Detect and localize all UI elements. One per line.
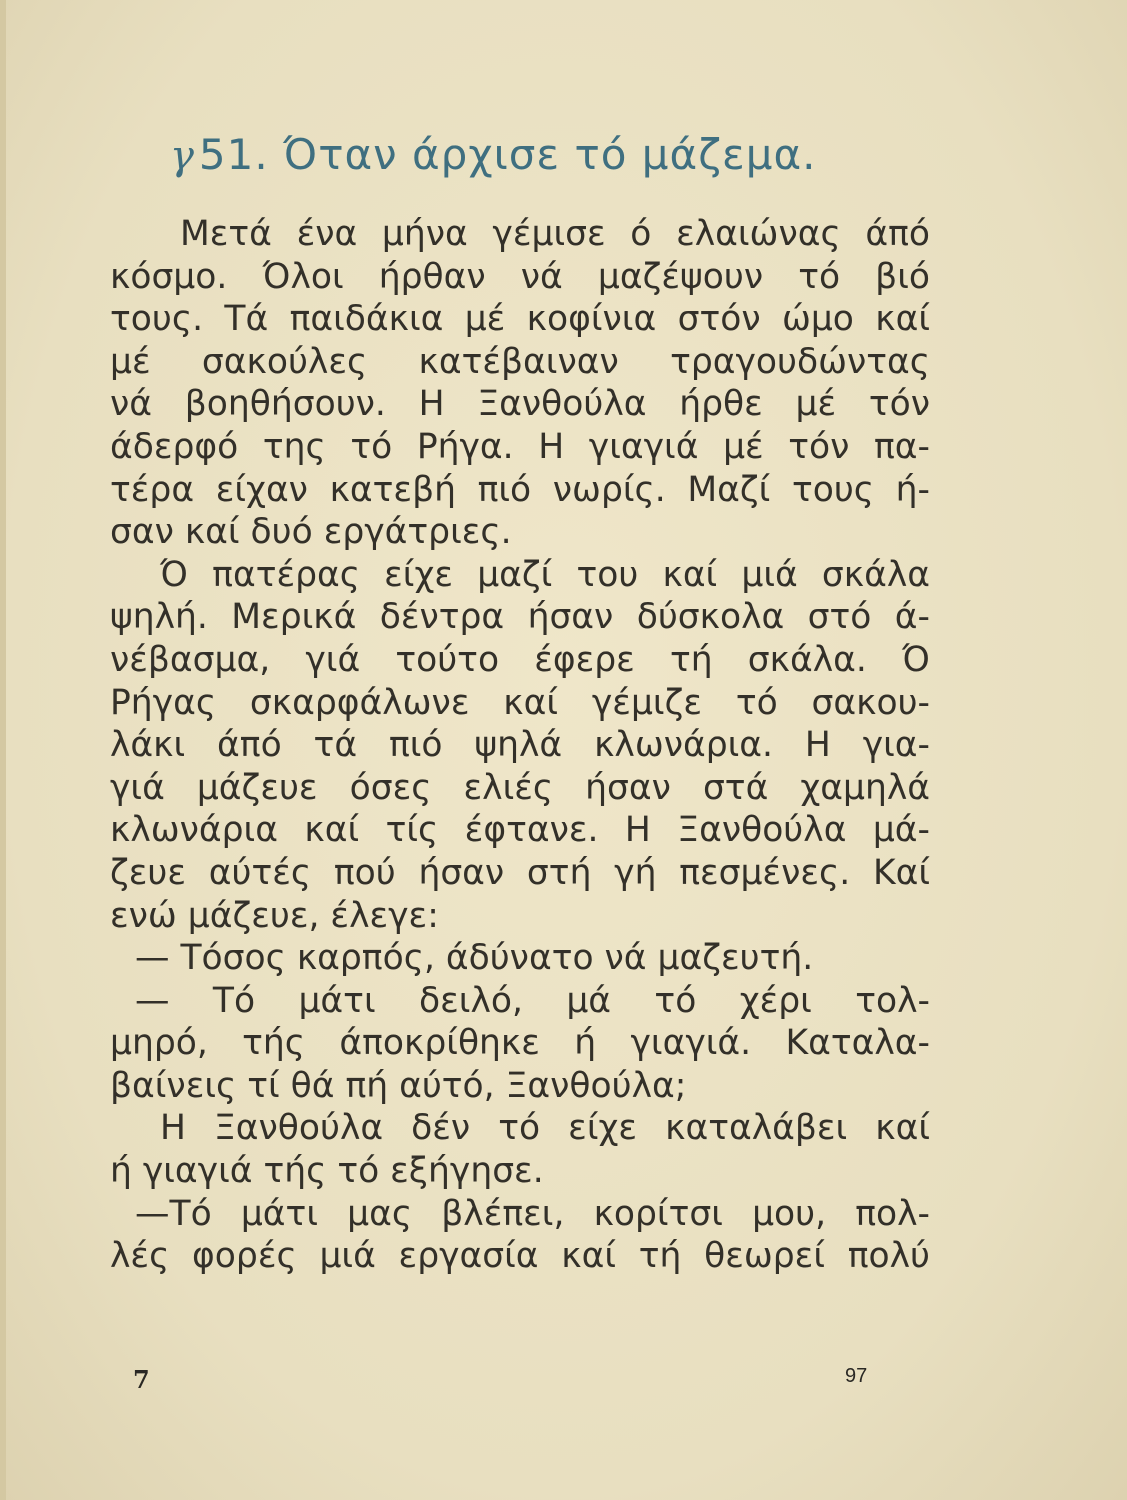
text-line: Η Ξανθούλα δέν τό είχε καταλάβει καί <box>160 1108 930 1149</box>
handwritten-mark: γ <box>170 133 195 179</box>
text-line: γιά μάζευε όσες ελιές ήσαν στά χαμηλά <box>110 767 930 808</box>
text-line: σαν καί δυό εργάτριες. <box>110 512 512 553</box>
section-heading <box>170 130 817 179</box>
section-title: Όταν άρχισε τό μάζεμα. <box>283 130 817 179</box>
section-number: 51. <box>198 130 269 179</box>
body-text <box>110 213 930 1278</box>
text-line: μέ σακούλες κατέβαιναν τραγουδώντας <box>110 341 930 382</box>
text-line: —Τό μάτι μας βλέπει, κορίτσι μου, πολ- <box>135 1193 930 1234</box>
text-line: βαίνεις τί θά πή αύτό, Ξανθούλα; <box>110 1065 687 1106</box>
text-line: λές φορές μιά εργασία καί τή θεωρεί πολύ <box>110 1236 930 1277</box>
text-line: τέρα είχαν κατεβή πιό νωρίς. Μαζί τους ή- <box>110 469 930 510</box>
text-line: Ό πατέρας είχε μαζί του καί μιά σκάλα <box>160 554 930 595</box>
text-line: κλωνάρια καί τίς έφτανε. Η Ξανθούλα μά- <box>110 810 930 851</box>
text-line: τους. Τά παιδάκια μέ κοφίνια στόν ώμο καί <box>110 299 930 340</box>
text-line: Μετά ένα μήνα γέμισε ό ελαιώνας άπό <box>180 214 930 254</box>
text-line: νέβασμα, γιά τούτο έφερε τή σκάλα. Ό <box>110 639 930 680</box>
page-number: 97 <box>845 1365 868 1387</box>
text-line: ζευε αύτές πού ήσαν στή γή πεσμένες. Καί <box>110 852 930 893</box>
text-line: ή γιαγιά τής τό εξήγησε. <box>110 1151 544 1192</box>
text-line: — Τό μάτι δειλό, μά τό χέρι τολ- <box>135 980 930 1021</box>
text-line: κόσμο. Όλοι ήρθαν νά μαζέψουν τό βιό <box>110 256 930 297</box>
text-line: μηρό, τής άποκρίθηκε ή γιαγιά. Καταλα- <box>110 1023 930 1064</box>
text-line: νά βοηθήσουν. Η Ξανθούλα ήρθε μέ τόν <box>110 384 930 425</box>
text-line: — Τόσος καρπός, άδύνατο νά μαζευτή. <box>135 938 814 979</box>
text-line: ενώ μάζευε, έλεγε: <box>110 895 439 936</box>
text-line: λάκι άπό τά πιό ψηλά κλωνάρια. Η για- <box>110 725 930 766</box>
signature-mark: 7 <box>133 1365 150 1394</box>
text-line: ψηλή. Μερικά δέντρα ήσαν δύσκολα στό ά- <box>110 597 930 638</box>
page-edge <box>0 0 6 1500</box>
text-line: Ρήγας σκαρφάλωνε καί γέμιζε τό σακου- <box>110 682 930 723</box>
text-line: άδερφό της τό Ρήγα. Η γιαγιά μέ τόν πα- <box>110 426 930 467</box>
